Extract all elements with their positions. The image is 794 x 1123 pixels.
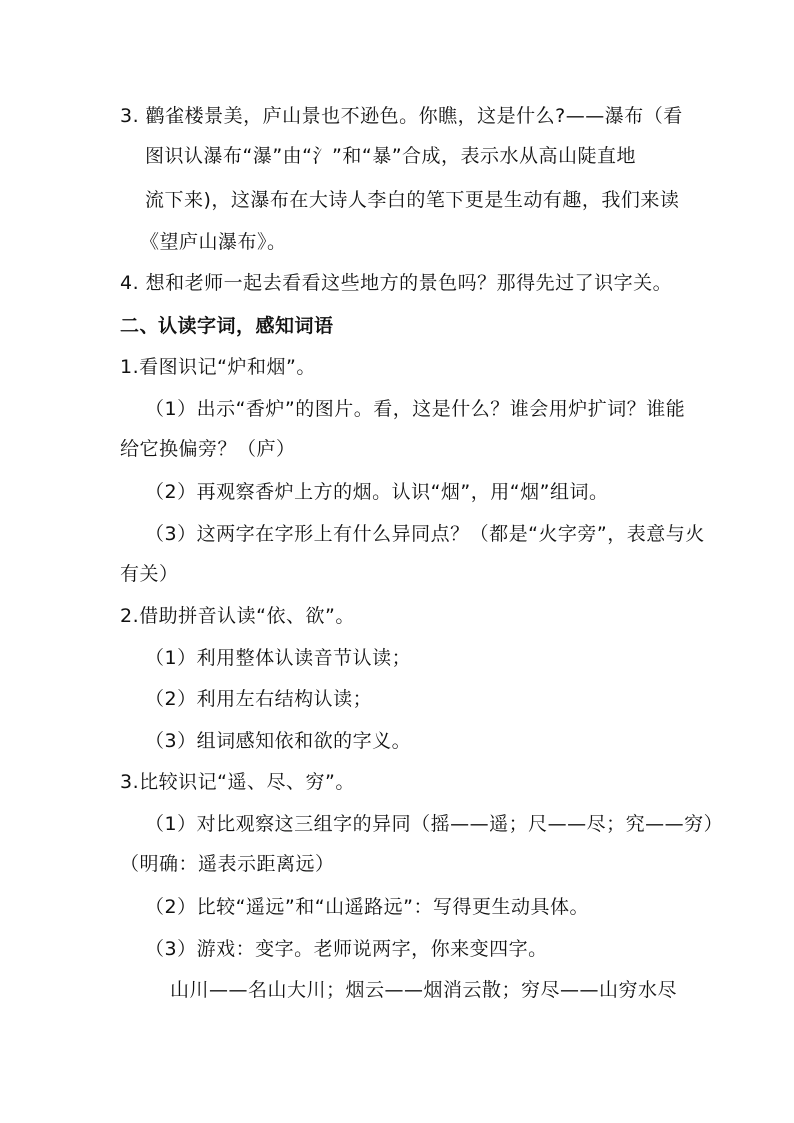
item-2-sub-3: （3）组词感知依和欲的字义。	[145, 730, 412, 752]
paragraph-4: 4. 想和老师一起去看看这些地方的景色吗？那得先过了识字关。	[120, 272, 673, 294]
item-3-title: 3.比较识记“遥、尽、穷”。	[120, 771, 355, 793]
section-heading-text: 认读字词，感知词语	[158, 315, 334, 337]
paragraph-3-line-4: 《望庐山瀑布》。	[140, 231, 287, 253]
item-1-sub-3-line-1: （3）这两字在字形上有什么异同点？（都是“火字旁”，表意与火	[145, 523, 705, 545]
section-heading	[120, 314, 334, 338]
item-3-sub-1-line-1: （1）对比观察这三组字的异同（摇——遥；尺——尽；究——穷）	[145, 813, 724, 835]
paragraph-3-line-1: 3. 鹳雀楼景美，庐山景也不逊色。你瞧，这是什么?——瀑布（看	[120, 105, 683, 127]
item-2-title: 2.借助拼音认读“依、欲”。	[120, 605, 355, 627]
paragraph-3-line-3: 流下来)，这瀑布在大诗人李白的笔下更是生动有趣，我们来读	[145, 189, 680, 211]
item-2-sub-1: （1）利用整体认读音节认读；	[145, 647, 412, 669]
section-heading-number: 二、	[120, 315, 160, 337]
item-3-sub-2: （2）比较“遥远”和“山遥路远”：写得更生动具体。	[145, 896, 589, 918]
item-3-sub-3: （3）游戏：变字。老师说两字，你来变四字。	[145, 938, 548, 960]
item-1-title: 1.看图识记“炉和烟”。	[120, 356, 316, 378]
item-3-examples: 山川——名山大川；烟云——烟消云散；穷尽——山穷水尽	[170, 979, 678, 1001]
paragraph-3-line-2: 图识认瀑布“瀑”由“氵”和“暴”合成，表示水从高山陡直地	[145, 145, 637, 167]
item-1-sub-1-line-1: （1）出示“香炉”的图片。看，这是什么？谁会用炉扩词？谁能	[145, 398, 686, 420]
item-1-sub-1-line-2: 给它换偏旁？（庐）	[120, 438, 296, 460]
item-1-sub-3-line-2: 有关）	[120, 563, 179, 585]
item-3-sub-1-line-2: （明确：遥表示距离远）	[120, 853, 335, 875]
item-1-sub-2: （2）再观察香炉上方的烟。认识“烟”，用“烟”组词。	[145, 481, 609, 503]
item-2-sub-2: （2）利用左右结构认读；	[145, 688, 373, 710]
